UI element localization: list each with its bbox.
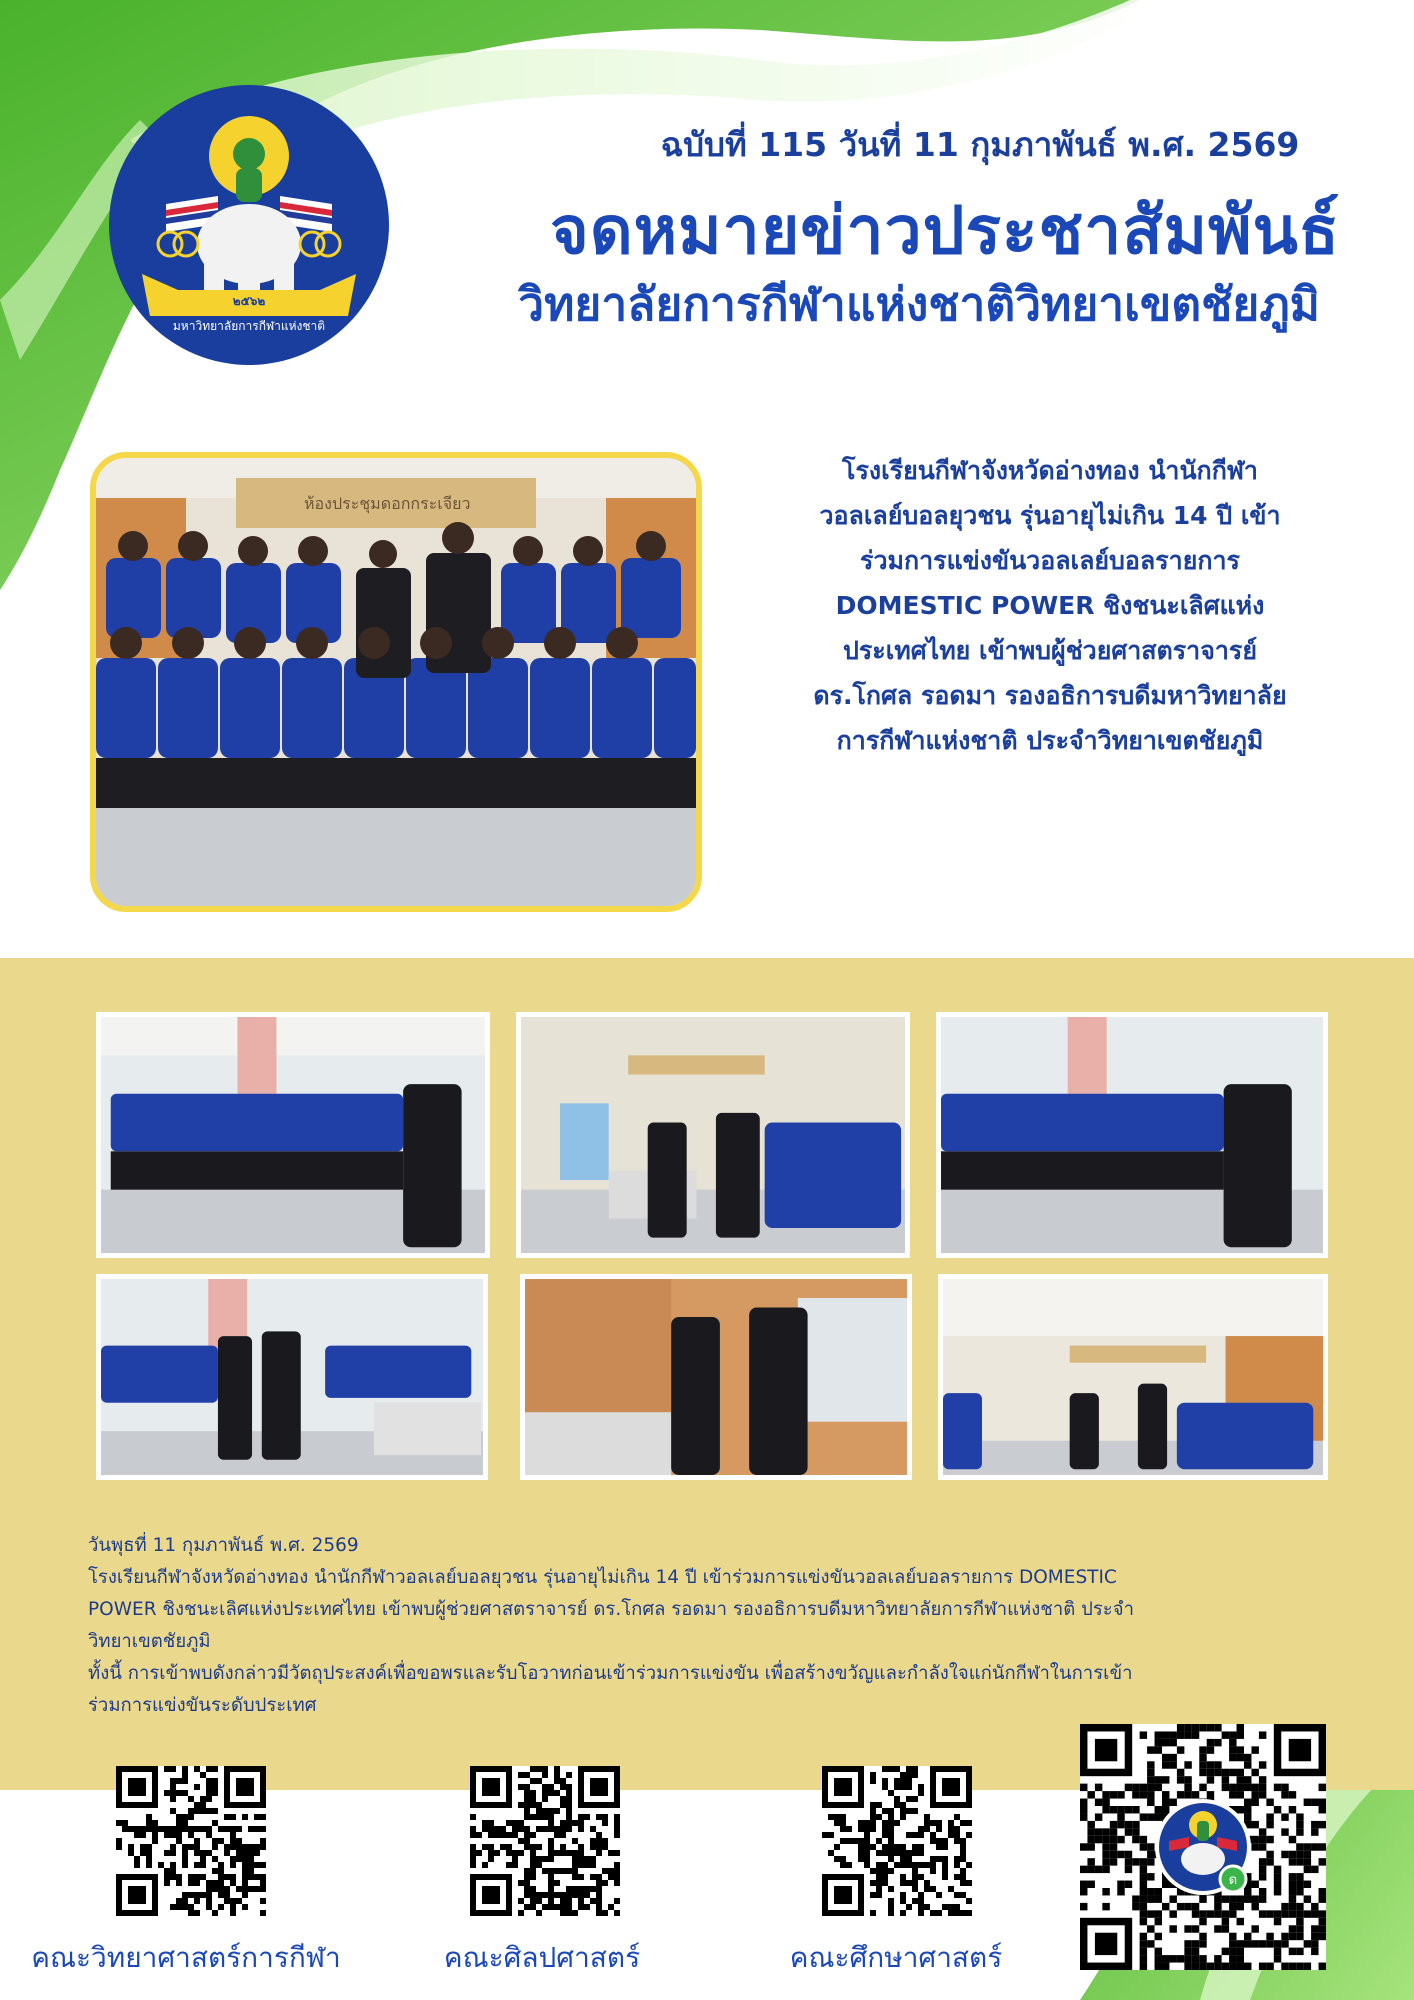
qr-code-icon [822,1766,972,1916]
university-logo [108,84,390,366]
qr-label-sports-science: คณะวิทยาศาสตร์การกีฬา [31,1941,341,1974]
lead-paragraph: โรงเรียนกีฬาจังหวัดอ่างทอง นำนักกีฬาวอลเลย์บอลยุวชน รุ่นอายุไม่เกิน 14 ปี เข้าร่วมการแข่งขันวอลเลย์บอลรายการ DOMESTIC POWER ชิงชนะเลิศแห่งประเทศไทย เข้าพบผู้ช่วยศาสตราจารย์ ดร.โกศล รอดมา รองอธิการบดีมหาวิทยาลัยการกีฬาแห่งชาติ ประจำวิทยาเขตชัยภูมิ [813,456,1287,755]
university-emblem-icon [1153,1797,1253,1897]
qr-label-liberal-arts: คณะศิลปศาสตร์ [443,1941,641,1974]
photo-room-sign: ห้องประชุมดอกกระเจียว [304,494,471,513]
gallery-photo-2 [516,1012,910,1258]
qr-code-liberal-arts[interactable] [470,1766,620,1916]
gallery-photo-4 [96,1274,488,1480]
qr-code-sports-science[interactable] [116,1766,266,1916]
qr-code-icon [470,1766,620,1916]
newsletter-title: จดหมายข่าวประชาสัมพันธ์ [550,192,1340,269]
qr-label-education: คณะศึกษาศาสตร์ [789,1941,1003,1974]
newsletter-subtitle: วิทยาลัยการกีฬาแห่งชาติวิทยาเขตชัยภูมิ [518,277,1320,331]
article-paragraph-2: ทั้งนี้ การเข้าพบดังกล่าวมีวัตถุประสงค์เพื่อขอพรและรับโอวาทก่อนเข้าร่วมการแข่งขัน เพื่อสร้างขวัญและกำลังใจแก่นักกีฬาในการเข้าร่วมการแข่งขันระดับประเทศ [88,1663,1133,1716]
article-paragraph-1: โรงเรียนกีฬาจังหวัดอ่างทอง นำนักกีฬาวอลเลย์บอลยุวชน รุ่นอายุไม่เกิน 14 ปี เข้าร่วมการแข่งขันวอลเลย์บอลรายการ DOMESTIC POWER ชิงชนะเลิศแห่งประเทศไทย เข้าพบผู้ช่วยศาสตราจารย์ ดร.โกศล รอดมา รองอธิการบดีมหาวิทยาลัยการกีฬาแห่งชาติ ประจำวิทยาเขตชัยภูมิ [88,1567,1134,1652]
team-photo-image [96,458,696,906]
qr-code-line[interactable] [1080,1724,1326,1970]
logo-ribbon-text: มหาวิทยาลัยการกีฬาแห่งชาติ [172,319,326,333]
svg-text:ด: ด [1228,1873,1238,1888]
gallery-photo-6 [938,1274,1328,1480]
qr-code-education[interactable] [822,1766,972,1916]
qr-code-icon [116,1766,266,1916]
article-date: วันพุธที่ 11 กุมภาพันธ์ พ.ศ. 2569 [88,1535,359,1556]
article-body [88,1530,1188,1722]
gallery-photo-3 [936,1012,1328,1258]
main-photo [90,452,702,912]
issue-line: ฉบับที่ 115 วันที่ 11 กุมภาพันธ์ พ.ศ. 2569 [660,125,1300,164]
gallery-photo-1 [96,1012,490,1258]
gallery-photo-5 [520,1274,912,1480]
university-emblem-icon [108,84,390,366]
logo-year-text: ๒๕๖๒ [232,294,266,308]
